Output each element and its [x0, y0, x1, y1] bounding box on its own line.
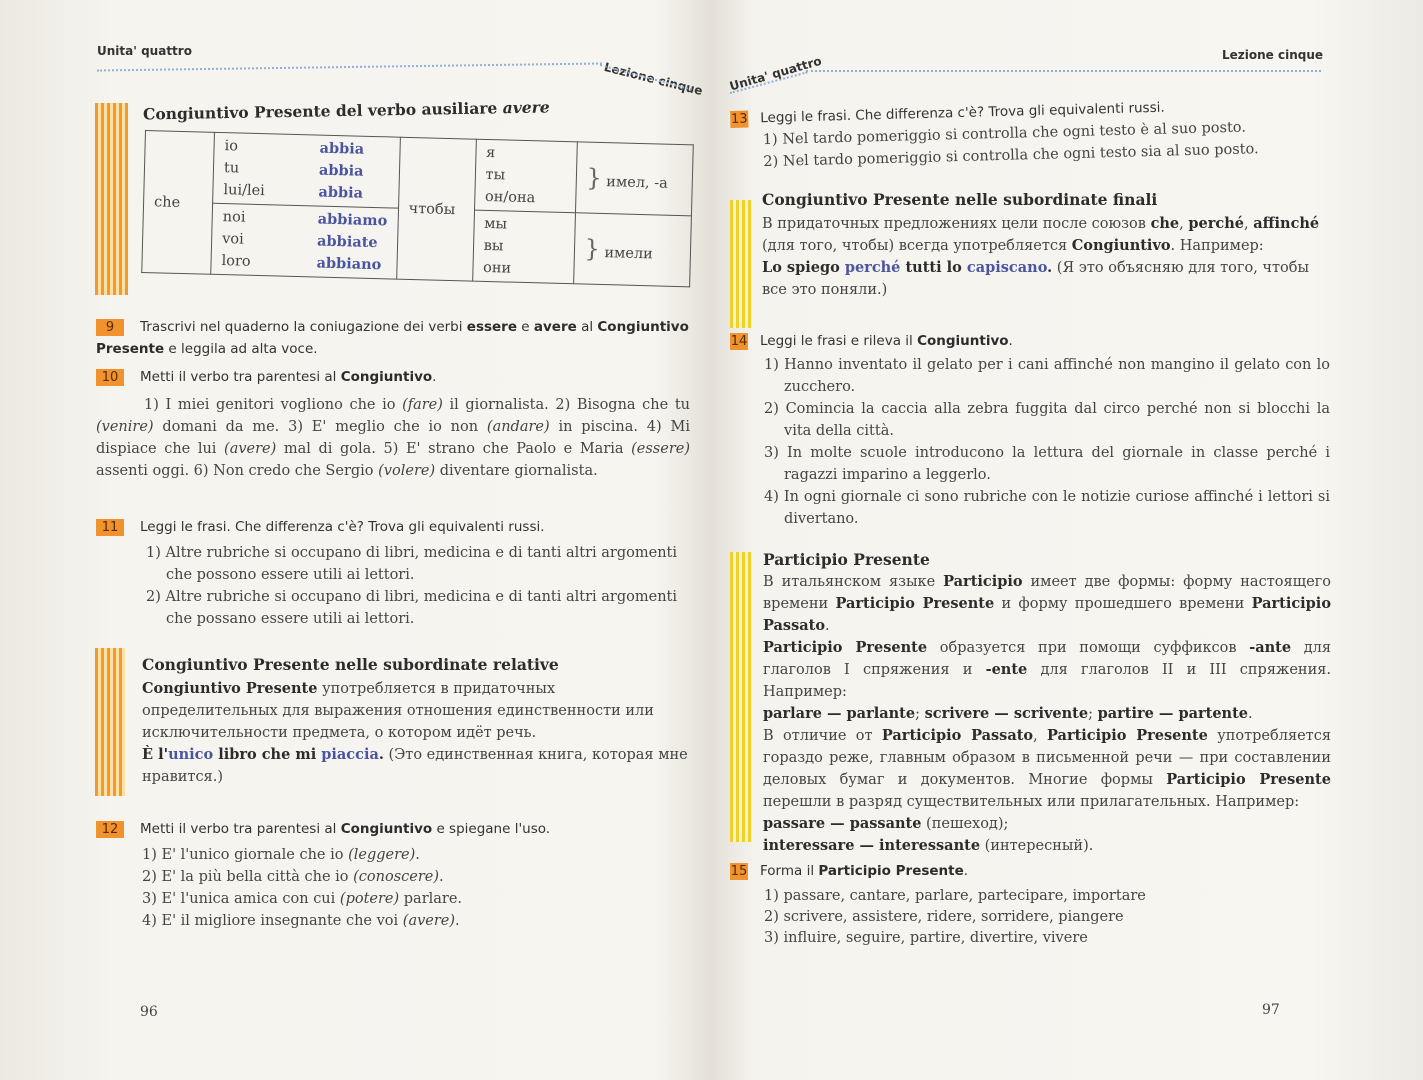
text-run: В отличие от: [763, 728, 882, 744]
text-run: domani da me. 3) E' meglio che io non: [153, 419, 487, 435]
exercise-instruction: [140, 519, 545, 535]
text-run: unico: [168, 746, 214, 763]
rule-title: [143, 97, 550, 123]
text-run: -ante: [1249, 639, 1292, 656]
text-run: 1) I miei genitori vogliono che io: [144, 397, 403, 413]
cell-chtoby: чтобы: [396, 137, 476, 281]
exercise-12: [96, 818, 690, 932]
text-run: Congiuntivo Presente nelle subordinate finali: [762, 190, 1158, 209]
pronoun: voi: [221, 231, 244, 248]
singular-ru: [474, 139, 577, 213]
exercise-instruction: [140, 369, 436, 385]
exercise-13: [730, 92, 1332, 174]
text-run: Participio Presente: [818, 863, 964, 879]
text-run: .: [825, 618, 830, 634]
text-run: Congiuntivo Presente nelle subordinate relative: [142, 655, 559, 674]
text-run: Metti il verbo tra parentesi al: [140, 821, 341, 837]
rule-title: [763, 550, 1331, 569]
header-lesson: Lezione cinque: [602, 60, 705, 99]
list-item: 2) Nel tardo pomeriggio si controlla che ogni testo sia al suo posto.: [763, 141, 1259, 171]
text-run: che: [1150, 215, 1180, 232]
text-run: tutti lo: [900, 259, 967, 276]
exercise-10: [96, 366, 690, 482]
exercise-9: [96, 316, 692, 360]
table-line: мы: [484, 215, 508, 233]
text-run: и форму прошедшего времени: [994, 596, 1252, 612]
text-run: avere: [533, 319, 577, 335]
text-run: (для того, чтобы) всегда употребляется: [762, 238, 1072, 254]
rule-paragraph: [763, 725, 1331, 813]
exercise-instruction: [96, 319, 689, 357]
conjugation-table: [141, 130, 693, 287]
text-run: .: [415, 847, 420, 863]
table-line: [221, 250, 386, 276]
text-run: употребляется гораздо реже, главным образом в письменной речи — при составлении деловых бумаг и документов. Многие формы: [763, 728, 1331, 788]
text-run: e spiegane l'uso.: [432, 821, 551, 837]
text-run: имеет две формы: форму настоящего времени: [763, 574, 1331, 612]
text-run: Participio Passato: [881, 727, 1034, 744]
exercise-number: 14: [730, 334, 748, 349]
text-run: (leggere): [348, 847, 416, 863]
exercise-items: [140, 844, 690, 932]
text-run: Participio Presente: [763, 550, 930, 569]
sing-ru-label: имел, -а: [606, 174, 668, 192]
text-run: ;: [1088, 706, 1098, 722]
plural-ru: [472, 210, 575, 284]
text-run: passare — passante: [763, 815, 922, 832]
verb-form: abbiamo: [317, 210, 388, 230]
text-run: Leggi le frasi. Che differenza c'è? Trova gli equivalenti russi.: [760, 99, 1165, 127]
text-run: avere: [502, 97, 550, 118]
table-line: я: [485, 144, 496, 162]
text-run: assenti oggi. 6) Non credo che Sergio: [96, 463, 379, 479]
text-run: Participio Presente: [1166, 771, 1331, 788]
text-run: .: [455, 913, 460, 929]
list-item: 2) Altre rubriche si occupano di libri, medicina e di tanti altri argomenti che possano essere utili ai lettori.: [146, 589, 678, 627]
text-run: .: [432, 369, 437, 385]
text-run: parlare.: [399, 891, 463, 907]
text-run: (potere): [339, 891, 400, 907]
text-run: ;: [915, 706, 925, 722]
list-item: [142, 844, 690, 866]
table-line: ты: [485, 166, 506, 184]
pronoun: loro: [221, 253, 251, 270]
exercise-instruction: [760, 863, 968, 879]
text-run: 3) E' l'unica amica con cui: [142, 891, 340, 907]
list-item: 3) influire, seguire, partire, divertire, vivere: [764, 930, 1088, 946]
text-run: ,: [1033, 728, 1048, 744]
plur-ru-label: имели: [604, 245, 654, 263]
text-run: Forma il: [760, 863, 819, 879]
text-run: для глаголов I спряжения и: [763, 640, 1331, 678]
rule-text: [763, 571, 1331, 857]
pronoun: tu: [223, 160, 240, 177]
list-item: 1) Nel tardo pomeriggio si controlla che ogni testo è al suo posto.: [762, 119, 1247, 149]
text-run: В придаточных предложениях цели после союзов: [762, 216, 1151, 232]
text-run: Participio: [943, 573, 1023, 590]
text-run: (fare): [402, 397, 443, 413]
list-item: 1) passare, cantare, parlare, partecipare, importare: [764, 888, 1146, 904]
text-run: образуется при помощи суффиксов: [927, 640, 1250, 656]
text-run: piaccia: [321, 746, 379, 763]
pronoun: noi: [222, 209, 246, 226]
text-run: perché: [1188, 215, 1244, 232]
rule-example: [142, 744, 690, 788]
text-run: ,: [1179, 216, 1189, 232]
text-run: .: [1248, 706, 1253, 722]
rule-marker: [95, 648, 125, 796]
list-item: 4) In ogni giornale ci sono rubriche con le notizie curiose affinché i lettori si divertano.: [764, 489, 1330, 527]
exercise-number: 13: [730, 111, 748, 127]
header-unit: Unita' quattro: [728, 53, 824, 94]
exercise-11: [96, 516, 690, 630]
text-run: in piscina. 4) Mi dispiace che lui: [96, 419, 690, 457]
text-run: capiscano: [966, 259, 1048, 276]
rule-paragraph: [763, 637, 1331, 703]
rule-text: [762, 213, 1327, 257]
text-run: il giornalista. 2) Bisogna che tu: [442, 397, 690, 413]
pronoun: io: [224, 138, 239, 155]
exercise-items: [762, 886, 1330, 949]
table-line: вы: [483, 237, 504, 255]
rule-paragraph: [763, 835, 1331, 857]
header-lesson: Lezione cinque: [1222, 48, 1324, 62]
text-run: ,: [1244, 216, 1254, 232]
text-run: Trascrivi nel quaderno la coniugazione dei verbi: [140, 319, 467, 335]
list-item: 1) Hanno inventato il gelato per i cani affinché non mangino il gelato con lo zucchero.: [764, 357, 1330, 395]
rule-marker: [730, 200, 752, 328]
list-item: [142, 888, 690, 910]
singular-translation: } имел, -а: [575, 142, 693, 216]
text-run: (Я это объясняю для того, чтобы все это поняли.): [762, 260, 1310, 298]
text-run: (пешеход);: [921, 816, 1009, 832]
header-divider: [97, 62, 602, 71]
exercise-14: [730, 330, 1330, 530]
text-run: interessare — interessante: [763, 837, 981, 854]
text-run: .: [378, 746, 384, 763]
text-run: Participio Presente: [835, 595, 995, 612]
exercise-number: 12: [96, 821, 124, 838]
text-run: Congiuntivo: [340, 369, 433, 385]
table-line: [223, 179, 388, 205]
text-run: al: [576, 319, 598, 335]
text-run: употребляется в придаточных определительных для выражения отношения единственности или исключительности предмета, о котором идёт речь.: [142, 681, 654, 741]
text-run: (essere): [631, 441, 690, 457]
text-run: Metti il verbo tra parentesi al: [140, 369, 341, 385]
text-run: 1) E' l'unico giornale che io: [142, 847, 349, 863]
verb-form: abbiate: [316, 232, 378, 252]
text-run: (venire): [96, 419, 154, 435]
text-run: libro che mi: [213, 746, 322, 763]
text-run: (Это единственная книга, которая мне нравится.): [142, 747, 688, 785]
text-run: .: [439, 869, 444, 885]
text-run: perché: [844, 259, 901, 276]
text-run: (volere): [378, 463, 436, 479]
verb-form: abbia: [318, 183, 364, 202]
text-run: .: [963, 863, 969, 879]
text-run: Leggi le frasi e rileva il: [760, 333, 918, 349]
verb-form: abbiano: [316, 254, 382, 274]
text-run: affinché: [1253, 215, 1320, 232]
text-run: для глаголов II и III спряжения. Например:: [763, 662, 1331, 700]
text-run: .: [1008, 333, 1013, 349]
exercise-15: [730, 860, 1330, 949]
text-run: Congiuntivo: [1071, 237, 1171, 254]
list-item: 3) In molte scuole introducono la lettura del giornale in classe perché i ragazzi imparino a leggerlo.: [764, 445, 1330, 483]
exercise-number: 15: [730, 864, 748, 879]
text-run: È l': [142, 746, 169, 763]
rule-paragraph: [763, 813, 1331, 835]
text-run: Congiuntivo: [340, 821, 433, 837]
text-run: (avere): [402, 913, 456, 929]
verb-form: abbia: [318, 161, 364, 180]
exercise-number: 9: [96, 319, 124, 336]
exercise-number: 10: [96, 369, 124, 386]
text-run: Participio Passato: [763, 595, 1331, 634]
list-item: 2) Comincia la caccia alla zebra fuggita dal circo perché non si blocchi la vita della città.: [764, 401, 1330, 439]
text-run: diventare giornalista.: [435, 463, 598, 479]
list-item: 2) scrivere, assistere, ridere, sorridere, piangere: [764, 909, 1124, 925]
text-run: .: [1047, 259, 1053, 276]
plural-translation: } имели: [573, 213, 691, 287]
rule-relative: [142, 655, 690, 788]
text-run: e leggila ad alta voce.: [164, 341, 318, 357]
text-run: (avere): [224, 441, 277, 457]
text-run: Congiuntivo Presente: [142, 680, 318, 697]
list-item: 1) Altre rubriche si occupano di libri, medicina e di tanti altri argomenti che possono essere utili ai lettori.: [146, 545, 678, 583]
exercise-items: [762, 354, 1330, 530]
rule-paragraph: [763, 703, 1331, 725]
text-run: . Например:: [1170, 238, 1264, 254]
text-run: partire — partente: [1097, 705, 1249, 722]
text-run: Participio Presente: [763, 639, 928, 656]
exercise-number: 11: [96, 519, 124, 536]
text-run: В итальянском языке: [763, 574, 944, 590]
cell-che: che: [142, 131, 215, 275]
text-run: Congiuntivo: [917, 333, 1009, 349]
rule-example: [762, 257, 1327, 301]
table-line: он/она: [484, 188, 536, 207]
text-run: Lo spiego: [762, 259, 845, 276]
text-run: Congiuntivo Presente: [96, 319, 689, 357]
rule-marker: [730, 552, 752, 842]
verb-form: abbia: [319, 139, 365, 158]
text-run: Participio Presente: [1047, 727, 1208, 744]
text-run: scrivere — scrivente: [924, 705, 1089, 722]
text-run: e: [517, 319, 534, 335]
text-run: (conoscere): [353, 869, 440, 885]
text-run: (andare): [486, 419, 550, 435]
exercise-instruction: [760, 333, 1013, 349]
exercise-instruction: [140, 821, 550, 837]
page-number: 96: [140, 1004, 158, 1020]
plural-forms: [211, 203, 398, 279]
header-divider: [806, 70, 1321, 72]
text-run: parlare — parlante: [763, 705, 916, 722]
exercise-body: [96, 394, 690, 482]
list-item: [142, 866, 690, 888]
text-run: mal di gola. 5) E' strano che Paolo e Maria: [276, 441, 632, 457]
text-run: Leggi le frasi. Che differenza c'è? Trova gli equivalenti russi.: [140, 519, 545, 535]
header-unit: Unita' quattro: [97, 44, 192, 58]
singular-forms: [213, 132, 400, 208]
text-run: -ente: [985, 661, 1028, 678]
text-run: 2) E' la più bella città che io: [142, 869, 354, 885]
rule-text: [142, 678, 690, 744]
pronoun: lui/lei: [223, 182, 266, 200]
rule-marker: [95, 103, 128, 295]
rule-participio: [763, 550, 1331, 857]
table-line: они: [482, 259, 512, 277]
rule-final: [762, 190, 1327, 301]
text-run: essere: [466, 319, 517, 335]
page-number: 97: [1262, 1002, 1280, 1018]
text-run: Congiuntivo Presente del verbo ausiliare: [142, 98, 503, 124]
list-item: [142, 910, 690, 932]
text-run: (интересный).: [980, 838, 1094, 854]
text-run: перешли в разряд существительных или прилагательных. Например:: [763, 794, 1300, 810]
rule-paragraph: [763, 571, 1331, 637]
rule-title: [142, 655, 690, 674]
rule-title: [762, 190, 1327, 209]
exercise-items: [144, 542, 690, 630]
text-run: 4) E' il migliore insegnante che voi: [142, 913, 403, 929]
